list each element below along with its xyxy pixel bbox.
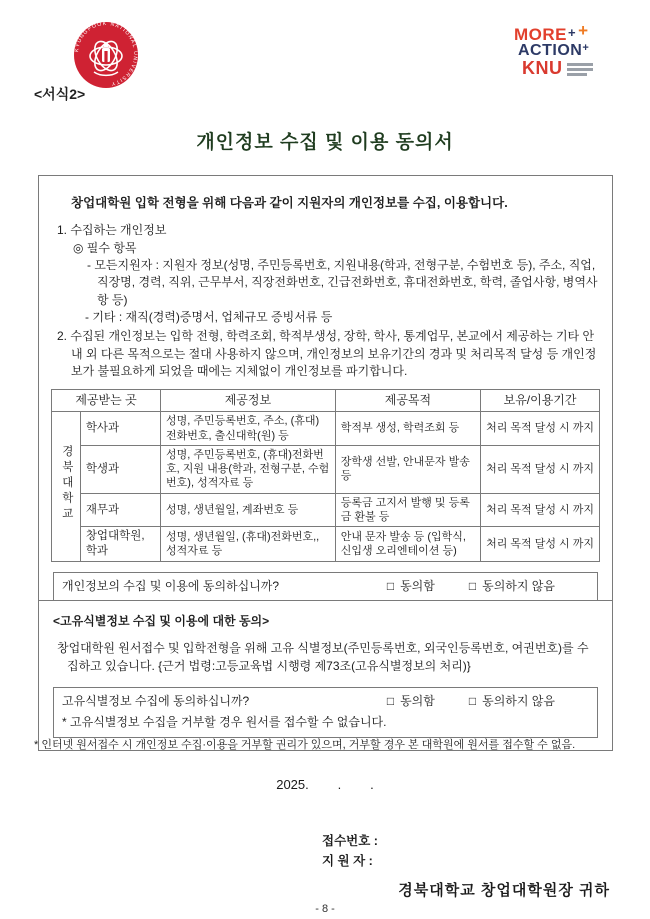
info-cell: 성명, 생년월일, 계좌번호 등: [161, 493, 336, 527]
agree-label: 동의함: [400, 579, 435, 594]
knu-logo-tagline: [567, 63, 593, 76]
unique-id-question-box: [53, 687, 598, 738]
org-name-vertical: 경북대학교: [52, 412, 81, 562]
dept-cell: 재무과: [80, 493, 160, 527]
usage-purpose-text: 수집된 개인정보는 입학 전형, 학력조회, 학적부생성, 장학, 학사, 통계업무, 본교에서 제공하는 기타 안내 외 다른 목적으로는 절대 사용하지 않으며, 개인정보의 보유기간의 경과 및 처리목적 달성 등 개인정보가 불필요하게 되었을 때에는 지체없이 개인정보를 파기합니다.: [70, 329, 597, 379]
dept-cell: 학생과: [80, 445, 160, 493]
knu-logo-more-text: MORE: [514, 25, 567, 44]
knu-logo-action-text: ACTION: [518, 42, 583, 59]
disagree-checkbox-icon[interactable]: □: [468, 579, 477, 594]
unique-id-consent-box: [38, 600, 613, 751]
knu-logo-plus-icon: +: [568, 25, 577, 40]
page-number: - 8 -: [315, 903, 335, 915]
agree-checkbox-icon[interactable]: □: [386, 579, 395, 594]
header-info: 제공정보: [161, 389, 336, 412]
unique-id-disagree-checkbox-icon[interactable]: □: [468, 694, 477, 709]
header-purpose: 제공목적: [335, 389, 480, 412]
date-line: 2025. . .: [276, 777, 374, 792]
info-provision-table: [51, 389, 600, 563]
period-cell: 처리 목적 달성 시 까지: [481, 412, 600, 446]
university-seal-icon: [72, 20, 140, 90]
knu-brand-logo: [514, 21, 619, 82]
unique-id-agree-option[interactable]: [387, 693, 435, 710]
university-seal-logo: [72, 20, 140, 90]
table-header-row: [52, 389, 600, 412]
collected-info-heading: 1. 수집하는 개인정보: [57, 223, 167, 238]
disagree-label: 동의하지 않음: [482, 579, 555, 594]
header-period: 보유/이용기간: [481, 389, 600, 412]
required-items-all-applicants: - 모든지원자 : 지원자 정보(성명, 주민등록번호, 지원내용(학과, 전형구분, 수험번호 등), 주소, 직업, 직장명, 경력, 직위, 근무부서, 직장전화번호, 긴급전화번호, 휴대전화번호, 학력, 졸업사항, 병역사항 등): [87, 257, 598, 307]
purpose-cell: 학적부 생성, 학력조회 등: [335, 412, 480, 446]
knu-logo-plus-orange-icon: +: [578, 21, 589, 40]
period-cell: 처리 목적 달성 시 까지: [481, 527, 600, 562]
document-title: 개인정보 수집 및 이용 동의서: [196, 132, 454, 153]
table-row: [52, 445, 600, 493]
personal-info-consent-box: [38, 175, 613, 634]
form-number-label: <서식2>: [34, 86, 86, 102]
purpose-cell: 안내 문자 발송 등 (입학식, 신입생 오리엔테이션 등): [335, 527, 480, 562]
table-row: [52, 493, 600, 527]
unique-id-disagree-option[interactable]: [469, 693, 555, 710]
required-items-heading: ◎ 필수 항목: [73, 240, 137, 255]
internet-application-footnote: * 인터넷 원서접수 시 개인정보 수집·이용을 거부할 권리가 있으며, 거부할 경우 본 대학원에 원서를 접수할 수 없음.: [34, 739, 576, 751]
receipt-number-label: 접수번호 :: [322, 834, 378, 848]
applicant-label: 지 원 자 :: [322, 854, 373, 868]
info-cell: 성명, 주민등록번호, (휴대)전화번호, 지원 내용(학과, 전형구분, 수험번호), 성적자료 등: [161, 445, 336, 493]
header-receiver: 제공받는 곳: [52, 389, 161, 412]
dept-cell: 학사과: [80, 412, 160, 446]
info-cell: 성명, 주민등록번호, 주소, (휴대)전화번호, 출신대학(원) 등: [161, 412, 336, 446]
unique-id-disagree-label: 동의하지 않음: [482, 694, 555, 709]
table-row: [52, 527, 600, 562]
seal-ring-text: KYUNGPOOK NATIONAL UNIVERSITY: [74, 20, 139, 87]
addressee-line: 경북대학교 창업대학원장 귀하: [398, 882, 610, 899]
unique-id-body: 창업대학원 원서접수 및 입학전형을 위해 고유 식별정보(주민등록번호, 외국인등록번호, 여권번호)를 수집하고 있습니다. {근거 법령:고등교육법 시행령 제73조(고유식별정보의 처리)}: [57, 641, 589, 673]
unique-id-question: 고유식별정보 수집에 동의하십니까?: [62, 694, 250, 709]
consent-question: 개인정보의 수집 및 이용에 동의하십니까?: [62, 579, 280, 594]
dept-cell: 창업대학원, 학과: [80, 527, 160, 562]
consent-intro-text: 창업대학원 입학 전형을 위해 다음과 같이 지원자의 개인정보를 수집, 이용합니다.: [71, 196, 508, 210]
usage-purpose-paragraph: [51, 328, 600, 380]
unique-id-heading: <고유식별정보 수집 및 이용에 대한 동의>: [53, 614, 270, 628]
unique-id-agree-label: 동의함: [400, 694, 435, 709]
required-items-etc: - 기타 : 재직(경력)증명서, 업체규모 증빙서류 등: [85, 310, 333, 325]
purpose-cell: 등록금 고지서 발행 및 등록금 환불 등: [335, 493, 480, 527]
purpose-cell: 장학생 선발, 안내문자 발송 등: [335, 445, 480, 493]
agree-option[interactable]: [387, 578, 435, 595]
knu-logo-knu-text: KNU: [522, 58, 563, 78]
unique-id-refusal-note: * 고유식별정보 수집을 거부할 경우 원서를 접수할 수 없습니다.: [62, 714, 387, 729]
period-cell: 처리 목적 달성 시 까지: [481, 445, 600, 493]
usage-purpose-number: 2.: [57, 329, 68, 344]
unique-id-agree-checkbox-icon[interactable]: □: [386, 694, 395, 709]
knu-logo-plus-small-icon: +: [582, 42, 590, 54]
period-cell: 처리 목적 달성 시 까지: [481, 493, 600, 527]
info-cell: 성명, 생년월일, (휴대)전화번호,, 성적자료 등: [161, 527, 336, 562]
disagree-option[interactable]: [469, 578, 555, 595]
table-row: [52, 412, 600, 446]
